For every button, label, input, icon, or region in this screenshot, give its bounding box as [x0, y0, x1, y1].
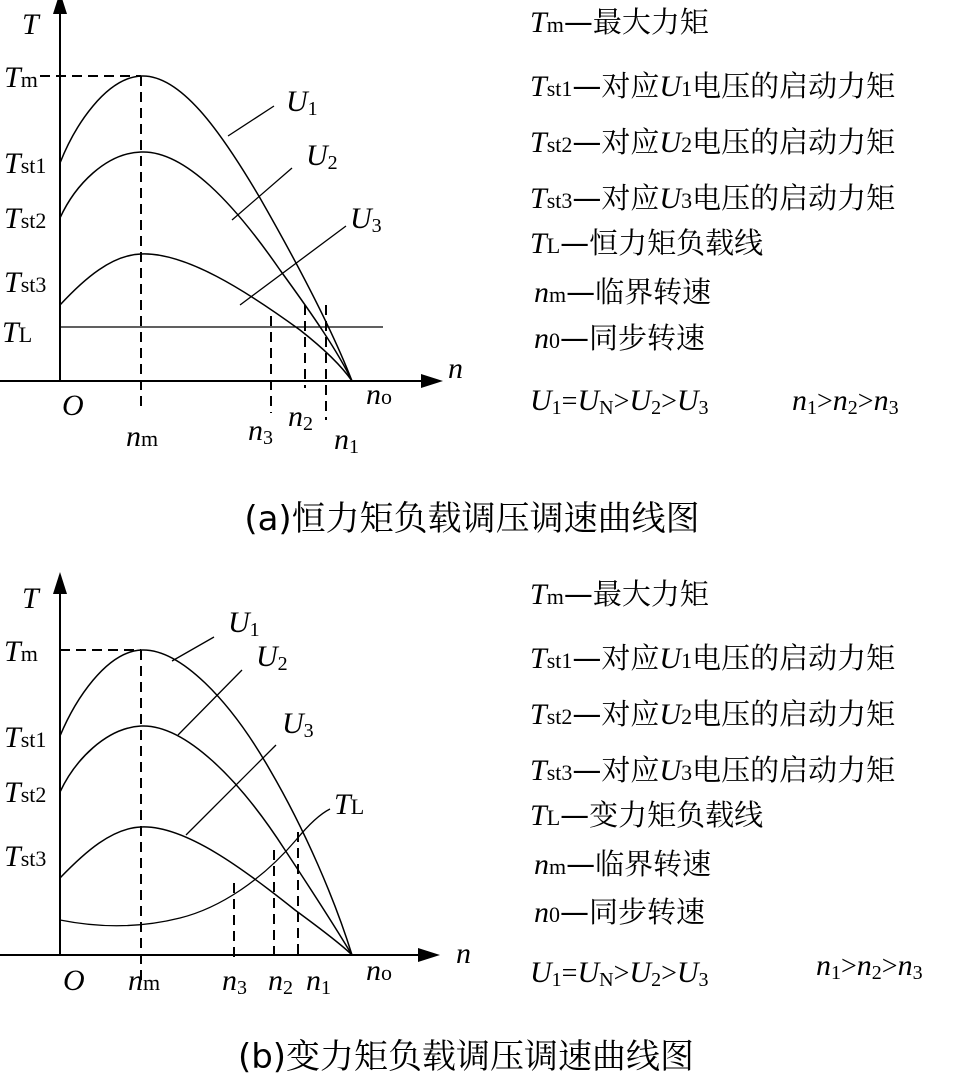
legend-b-nm: nm—临界转速 [534, 847, 712, 881]
legend-a-tm: Tm—最大力矩 [530, 5, 709, 39]
panel-b-x-axis-label: n [456, 937, 471, 970]
panel-b-operating-points [234, 832, 298, 958]
panel-a-y-axis-label: T [22, 8, 39, 41]
legend-b-tm: Tm—最大力矩 [530, 577, 709, 611]
panel-a-tm-label: Tm [4, 61, 38, 94]
panel-b-tm-label: Tm [4, 635, 38, 668]
legend-b-tst1: Tst1—对应U1电压的启动力矩 [530, 641, 896, 675]
legend-b-tst3: Tst3—对应U3电压的启动力矩 [530, 753, 896, 787]
panel-a [0, 0, 463, 458]
legend-b-n0: n0—同步转速 [534, 895, 706, 929]
panel-a-legend [530, 5, 899, 419]
panel-b-u2-label: U2 [256, 640, 288, 675]
panel-b-tst2-label: Tst2 [4, 776, 47, 809]
legend-a-tst1: Tst1—对应U1电压的启动力矩 [530, 69, 896, 103]
panel-a-curve-u1 [60, 76, 352, 381]
panel-a-tst3-label: Tst3 [4, 266, 47, 299]
panel-b-n3-label: n3 [222, 964, 247, 999]
legend-a-tl: TL—恒力矩负载线 [530, 226, 764, 260]
panel-a-n2-label: n2 [288, 400, 313, 435]
panel-a-caption: (a)恒力矩负载调压调速曲线图 [244, 499, 700, 539]
panel-b-tst3-label: Tst3 [4, 840, 47, 873]
panel-b-nm-label: nm [128, 964, 161, 997]
panel-b-tm-guides [60, 650, 141, 982]
panel-b-y-axis-label: T [22, 582, 39, 615]
panel-a-origin-label: O [62, 389, 84, 422]
panel-a-axes [0, 0, 443, 388]
panel-a-curve-u3 [60, 254, 352, 381]
legend-a-tst2: Tst2—对应U2电压的启动力矩 [530, 125, 896, 159]
legend-a-n0: n0—同步转速 [534, 321, 706, 355]
legend-a-speed-relation: n1>n2>n3 [792, 384, 899, 419]
panel-b-curve-u3 [60, 827, 352, 955]
legend-a-nm: nm—临界转速 [534, 275, 712, 309]
panel-b-u3-label: U3 [282, 707, 314, 742]
panel-a-n0-label: no [366, 378, 392, 411]
panel-b-tl-label: TL [334, 788, 365, 821]
panel-a-n3-label: n3 [248, 414, 273, 449]
panel-a-tst1-label: Tst1 [4, 147, 47, 180]
legend-b-tst2: Tst2—对应U2电压的启动力矩 [530, 697, 896, 731]
legend-b-speed-relation: n1>n2>n3 [816, 949, 923, 984]
panel-b [0, 572, 471, 999]
panel-a-tm-guides [40, 76, 141, 412]
legend-a-voltage-relation: U1=UN>U2>U3 [530, 384, 709, 419]
panel-a-u3-label: U3 [350, 202, 382, 237]
legend-b-voltage-relation: U1=UN>U2>U3 [530, 956, 709, 991]
panel-a-tl-label: TL [2, 316, 33, 349]
panel-a-n1-label: n1 [334, 423, 359, 458]
legend-a-tst3: Tst3—对应U3电压的启动力矩 [530, 181, 896, 215]
panel-b-legend [530, 577, 923, 991]
panel-b-origin-label: O [63, 964, 85, 997]
panel-a-u2-label: U2 [306, 139, 338, 174]
panel-b-n1-label: n1 [306, 964, 331, 999]
panel-b-n2-label: n2 [268, 964, 293, 999]
panel-b-tst1-label: Tst1 [4, 721, 47, 754]
legend-b-tl: TL—变力矩负载线 [530, 798, 764, 832]
panel-a-tst2-label: Tst2 [4, 202, 47, 235]
panel-b-caption: (b)变力矩负载调压调速曲线图 [237, 1037, 695, 1077]
panel-a-nm-label: nm [126, 420, 159, 453]
panel-a-u1-label: U1 [286, 85, 318, 120]
panel-b-u1-label: U1 [228, 606, 260, 641]
panel-a-x-axis-label: n [448, 352, 463, 385]
panel-b-n0-label: no [366, 954, 392, 987]
